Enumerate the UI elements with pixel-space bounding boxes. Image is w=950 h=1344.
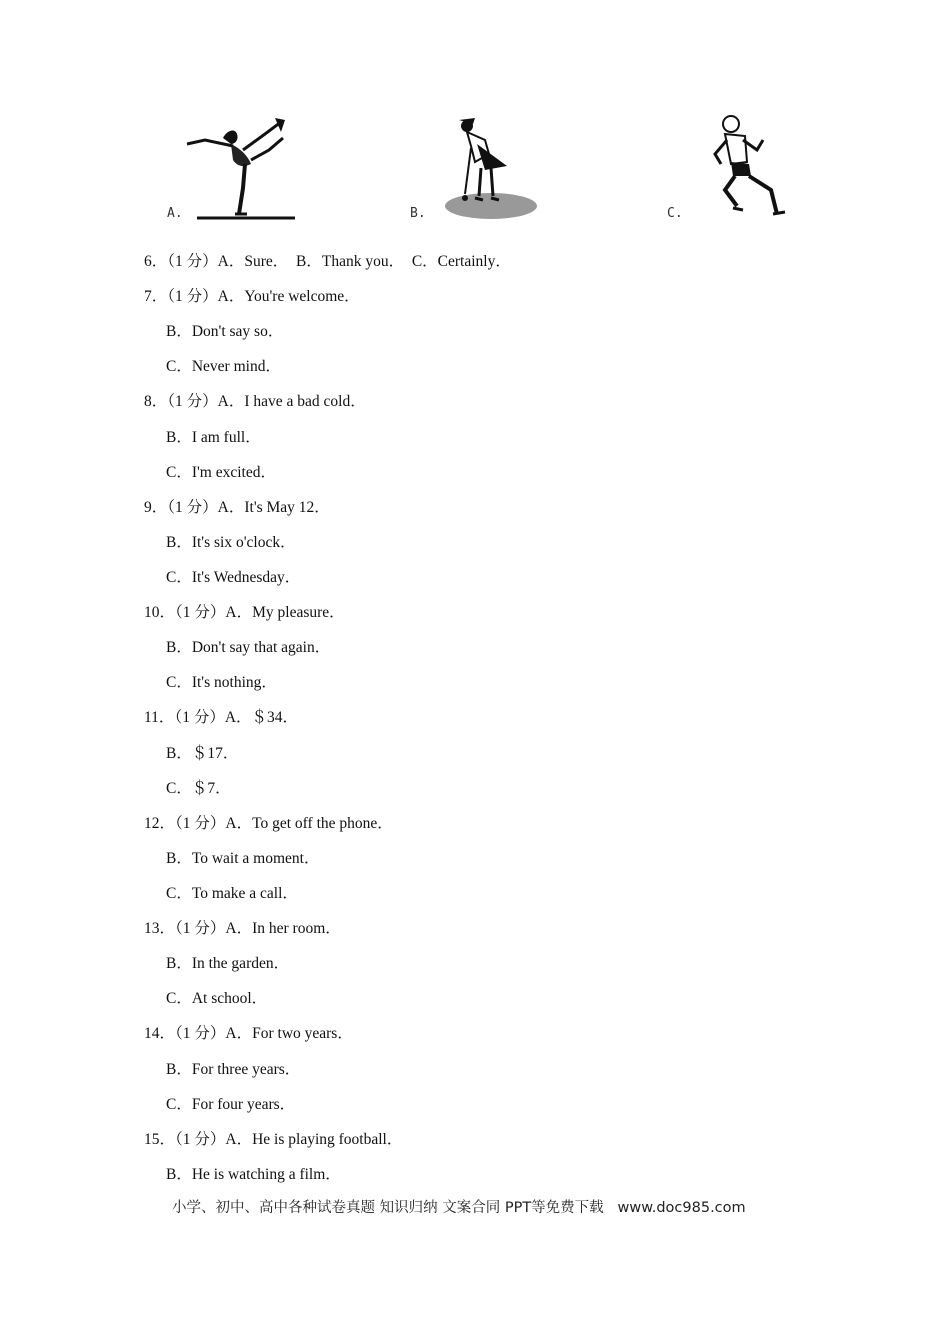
option-a: A．Sure． B．Thank you． C．Certainly． <box>217 253 511 270</box>
question-14 <box>144 1024 353 1044</box>
question-score: （1 分） <box>175 920 226 937</box>
question-13 <box>144 919 341 939</box>
option-a: A．＄34． <box>224 709 299 726</box>
option-c: C．For four years． <box>166 1096 296 1113</box>
question-number: 14． <box>144 1025 176 1042</box>
question-score: （1 分） <box>175 815 226 832</box>
question-number: 7． <box>144 288 168 305</box>
figure-skater-icon <box>165 110 300 225</box>
question-score: （1 分） <box>174 709 225 726</box>
option-c: C．To make a call． <box>166 885 298 902</box>
question-number: 9． <box>144 499 168 516</box>
option-b: B．Don't say so． <box>166 323 284 340</box>
option-a: A．For two years． <box>225 1025 353 1042</box>
option-b: B．In the garden． <box>166 955 290 972</box>
question-number: 8． <box>144 393 168 410</box>
picture-label-c: C. <box>667 206 683 221</box>
question-number: 10． <box>144 604 176 621</box>
question-score: （1 分） <box>167 288 218 305</box>
option-c: C．＄7． <box>166 780 231 797</box>
question-number: 13． <box>144 920 176 937</box>
option-a: A．In her room． <box>225 920 341 937</box>
question-12 <box>144 814 393 834</box>
option-a: A．You're welcome． <box>217 288 360 305</box>
option-c: C．I'm excited． <box>166 464 276 481</box>
option-b: B．I am full． <box>166 429 261 446</box>
question-number: 15． <box>144 1131 176 1148</box>
question-number: 12． <box>144 815 176 832</box>
picture-option-c <box>665 110 795 225</box>
question-8 <box>144 392 366 412</box>
question-score: （1 分） <box>175 1131 226 1148</box>
option-b: B．Don't say that again． <box>166 639 331 656</box>
golfer-icon <box>405 110 545 225</box>
option-b: B．For three years． <box>166 1061 301 1078</box>
question-6 <box>144 252 511 272</box>
question-10 <box>144 603 345 623</box>
option-b: B．＄17． <box>166 745 239 762</box>
question-number: 11． <box>144 709 175 726</box>
picture-option-b <box>405 110 545 225</box>
option-a: A．He is playing football． <box>225 1131 403 1148</box>
page-footer: 小学、初中、高中各种试卷真题 知识归纳 文案合同 PPT等免费下载 www.doc985.com <box>172 1200 746 1216</box>
question-7 <box>144 287 360 307</box>
question-number: 6． <box>144 253 168 270</box>
picture-option-a <box>165 110 300 225</box>
option-a: A．It's May 12． <box>217 499 330 516</box>
option-a: A．I have a bad cold． <box>217 393 366 410</box>
runner-icon <box>665 110 795 225</box>
option-a: A．My pleasure． <box>225 604 345 621</box>
option-c: C．Never mind． <box>166 358 281 375</box>
question-score: （1 分） <box>167 253 218 270</box>
option-b: B．To wait a moment． <box>166 850 320 867</box>
question-11 <box>144 708 298 728</box>
question-9 <box>144 498 330 518</box>
picture-label-a: A. <box>167 206 183 221</box>
option-c: C．It's nothing． <box>166 674 277 691</box>
picture-options <box>0 110 950 230</box>
option-b: B．He is watching a film． <box>166 1166 341 1183</box>
option-b: B．It's six o'clock． <box>166 534 296 551</box>
option-c: C．At school． <box>166 990 268 1007</box>
question-score: （1 分） <box>175 604 226 621</box>
question-score: （1 分） <box>167 393 218 410</box>
option-c: C．It's Wednesday． <box>166 569 301 586</box>
question-15 <box>144 1130 402 1150</box>
question-score: （1 分） <box>167 499 218 516</box>
question-score: （1 分） <box>175 1025 226 1042</box>
option-a: A．To get off the phone． <box>225 815 393 832</box>
picture-label-b: B. <box>410 206 426 221</box>
